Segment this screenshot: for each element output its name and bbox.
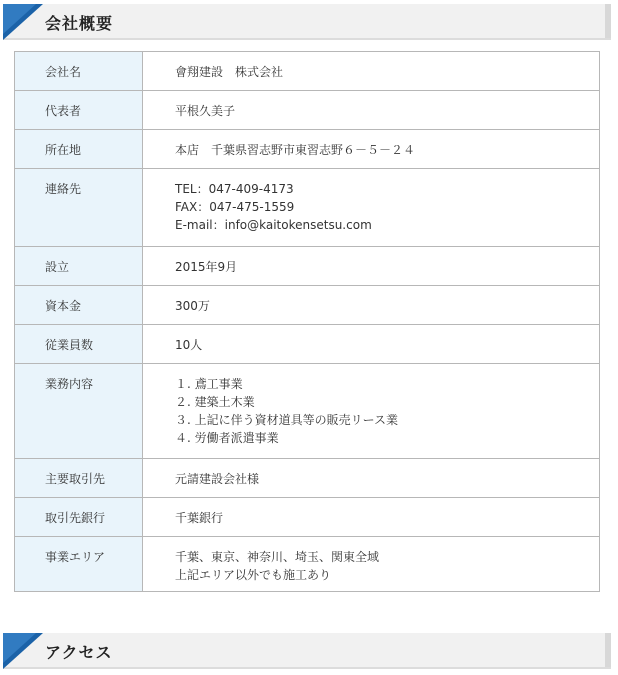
section-header-company-overview [3,4,611,40]
row-label: 事業エリア [15,537,143,592]
row-label: 会社名 [15,52,143,91]
section-title: 会社概要 [45,14,114,33]
table-row [15,91,600,130]
row-label: 資本金 [15,286,143,325]
row-value-line: ２. 建築土木業 [175,395,255,409]
table-row [15,130,600,169]
row-value-line: 千葉、東京、神奈川、埼玉、関東全域 [175,550,380,564]
row-value [143,537,600,592]
row-value-line: 本店 千葉県習志野市東習志野６－５－２４ [175,143,416,157]
row-value-line: 上記エリア以外でも施工あり [175,568,332,582]
row-label: 主要取引先 [15,459,143,498]
row-value [143,325,600,364]
row-value [143,91,600,130]
row-label: 業務内容 [15,364,143,459]
row-value [143,286,600,325]
table-row [15,247,600,286]
row-value [143,459,600,498]
row-label: 設立 [15,247,143,286]
row-value [143,169,600,247]
row-value-line: E-mail：info@kaitokensetsu.com [175,218,372,232]
table-row [15,459,600,498]
row-label: 所在地 [15,130,143,169]
row-value-line: ３. 上記に伴う資材道具等の販売リース業 [175,413,399,427]
table-row [15,169,600,247]
header-right-bar [605,4,611,38]
section-header-access [3,633,611,669]
row-value-line: 2015年9月 [175,260,238,274]
row-value-line: 元請建設会社様 [175,472,260,486]
table-row [15,52,600,91]
row-value [143,130,600,169]
row-value [143,498,600,537]
row-value-line: 千葉銀行 [175,511,224,525]
table-row [15,286,600,325]
header-accent-triangle-light [3,633,36,663]
header-right-bar [605,633,611,667]
row-value [143,247,600,286]
row-value-line: 會翔建設 株式会社 [175,65,284,79]
row-value-line: ４. 労働者派遣事業 [175,431,279,445]
section-title: アクセス [45,643,113,662]
row-value [143,52,600,91]
row-label: 従業員数 [15,325,143,364]
row-label: 連絡先 [15,169,143,247]
row-value-line: 300万 [175,299,210,313]
table-row [15,498,600,537]
table-row [15,325,600,364]
row-value-line: １. 鳶工事業 [175,377,243,391]
header-accent-triangle-light [3,4,36,34]
row-value [143,364,600,459]
table-row [15,537,600,592]
row-label: 代表者 [15,91,143,130]
company-info-table [14,51,600,592]
row-value-line: 10人 [175,338,203,352]
row-value-line: TEL：047-409-4173 [175,182,294,196]
table-row [15,364,600,459]
row-label: 取引先銀行 [15,498,143,537]
row-value-line: 平根久美子 [175,104,236,118]
row-value-line: FAX：047-475-1559 [175,200,295,214]
